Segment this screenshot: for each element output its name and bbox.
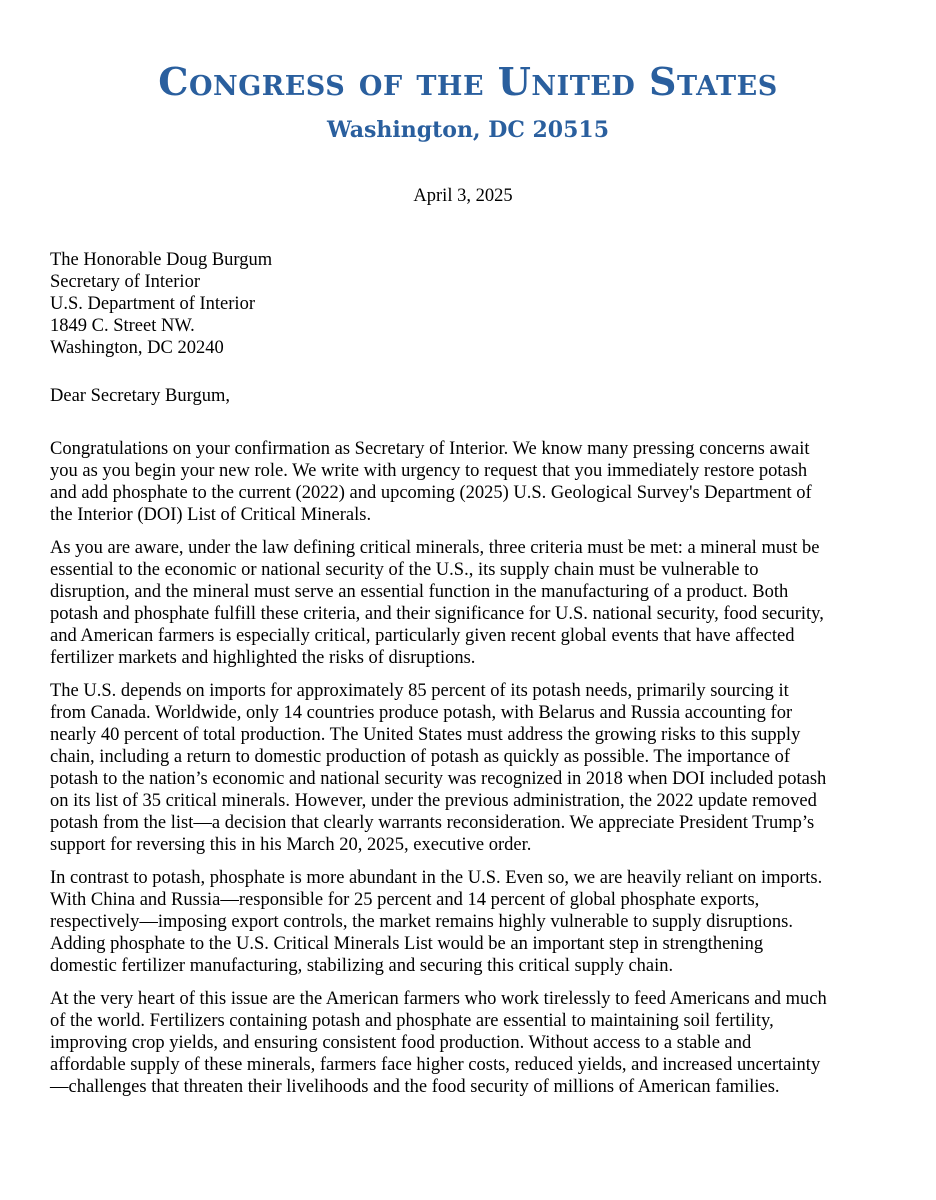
paragraph-line: and add phosphate to the current (2022) and upcoming (2025) U.S. Geological Survey's Department of	[50, 483, 812, 503]
paragraph-line: essential to the economic or national security of the U.S., its supply chain must be vulnerable to	[50, 560, 759, 580]
paragraph-line: improving crop yields, and ensuring consistent food production. Without access to a stable and	[50, 1033, 752, 1053]
paragraph-line: fertilizer markets and highlighted the risks of disruptions.	[50, 648, 476, 668]
paragraph-line: support for reversing this in his March 20, 2025, executive order.	[50, 835, 532, 855]
paragraph-line: The U.S. depends on imports for approximately 85 percent of its potash needs, primarily sourcing it	[50, 681, 789, 701]
paragraph	[50, 438, 910, 526]
address-line: Secretary of Interior	[50, 272, 200, 292]
paragraph-line: disruption, and the mineral must serve an essential function in the manufacturing of a product. Both	[50, 582, 789, 602]
paragraph	[50, 988, 910, 1098]
paragraph-line: domestic fertilizer manufacturing, stabilizing and securing this critical supply chain.	[50, 956, 674, 976]
letter-paragraphs	[50, 438, 910, 1098]
paragraph-line: of the world. Fertilizers containing potash and phosphate are essential to maintaining soil fertility,	[50, 1011, 774, 1031]
paragraph-line: Congratulations on your confirmation as Secretary of Interior. We know many pressing concerns await	[50, 439, 810, 459]
paragraph-line: As you are aware, under the law defining critical minerals, three criteria must be met: a mineral must be	[50, 538, 820, 558]
paragraph-line: affordable supply of these minerals, farmers face higher costs, reduced yields, and increased uncertainty	[50, 1055, 821, 1075]
paragraph-line: At the very heart of this issue are the American farmers who work tirelessly to feed Americans and much	[50, 989, 827, 1009]
address-line: U.S. Department of Interior	[50, 294, 255, 314]
letterhead-subtitle: Washington, DC 20515	[326, 117, 610, 143]
letterhead-title: Congress of the United States	[158, 59, 778, 104]
paragraph-line: the Interior (DOI) List of Critical Minerals.	[50, 505, 372, 525]
paragraph	[50, 867, 910, 977]
paragraph-line: potash from the list—a decision that clearly warrants reconsideration. We appreciate President Trump’s	[50, 813, 815, 833]
paragraph-line: With China and Russia—responsible for 25 percent and 14 percent of global phosphate exports,	[50, 890, 760, 910]
recipient-address	[50, 249, 910, 359]
paragraph-line: from Canada. Worldwide, only 14 countries produce potash, with Belarus and Russia accounting for	[50, 703, 793, 723]
address-line: Washington, DC 20240	[50, 338, 224, 358]
letter-date: April 3, 2025	[413, 186, 513, 206]
paragraph-line: Adding phosphate to the U.S. Critical Minerals List would be an important step in strengthening	[50, 934, 764, 954]
paragraph-line: chain, including a return to domestic production of potash as quickly as possible. The importance of	[50, 747, 790, 767]
paragraph-line: nearly 40 percent of total production. The United States must address the growing risks to this supply	[50, 725, 801, 745]
paragraph	[50, 537, 910, 669]
paragraph	[50, 680, 910, 856]
paragraph-line: you as you begin your new role. We write with urgency to request that you immediately restore potash	[50, 461, 808, 481]
address-line: The Honorable Doug Burgum	[50, 250, 273, 270]
paragraph-line: In contrast to potash, phosphate is more abundant in the U.S. Even so, we are heavily reliant on imports.	[50, 868, 823, 888]
paragraph-line: potash and phosphate fulfill these criteria, and their significance for U.S. national security, food security,	[50, 604, 824, 624]
salutation: Dear Secretary Burgum,	[50, 386, 230, 406]
paragraph-line: respectively—imposing export controls, the market remains highly vulnerable to supply disruptions.	[50, 912, 793, 932]
letter-body	[50, 249, 910, 1098]
paragraph-line: potash to the nation’s economic and national security was recognized in 2018 when DOI included potash	[50, 769, 827, 789]
paragraph-line: —challenges that threaten their livelihoods and the food security of millions of American families.	[50, 1077, 780, 1097]
address-line: 1849 C. Street NW.	[50, 316, 195, 336]
letterhead	[0, 58, 936, 144]
paragraph-line: and American farmers is especially critical, particularly given recent global events that have affected	[50, 626, 795, 646]
paragraph-line: on its list of 35 critical minerals. However, under the previous administration, the 2022 update removed	[50, 791, 817, 811]
